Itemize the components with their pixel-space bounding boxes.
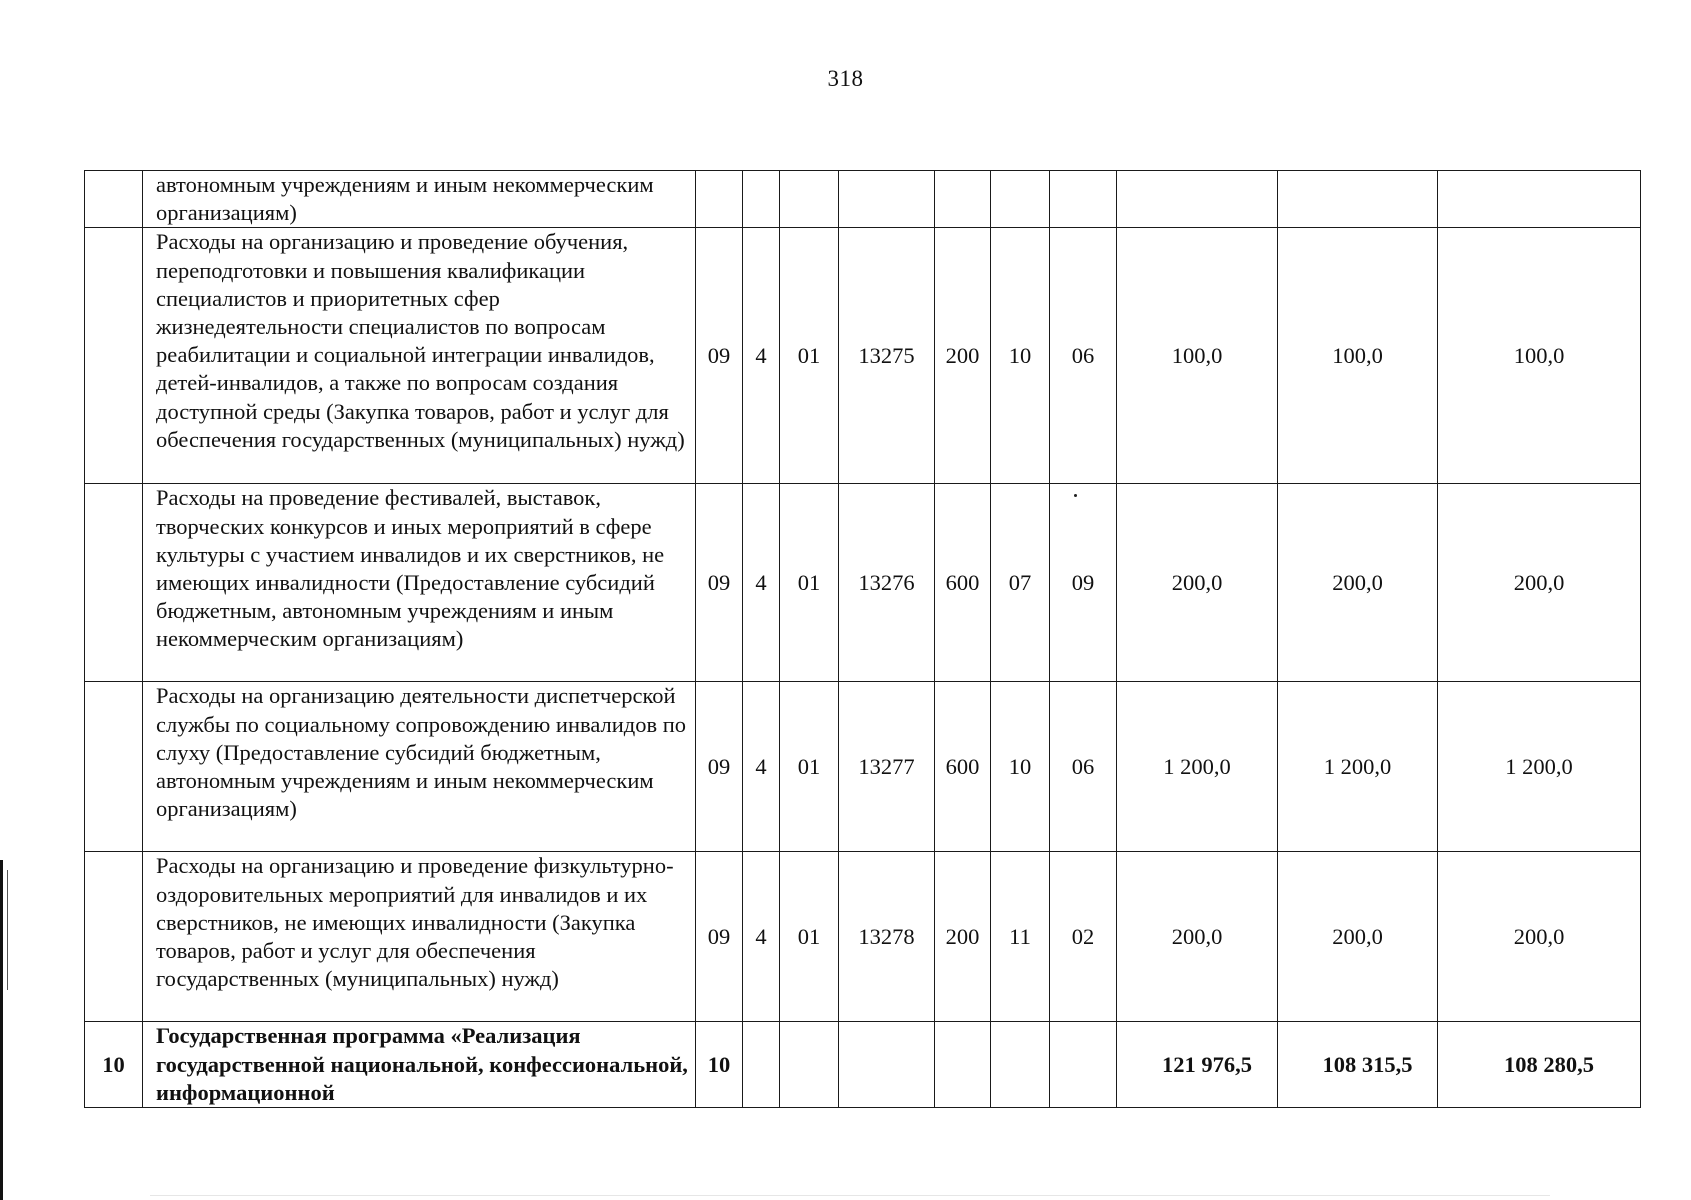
program-code-cell: 10 [696,1022,743,1108]
description-cell: автономным учреждениям и иным некоммерческим организациям) [143,171,696,228]
amount-year-2-cell [1278,171,1438,228]
amount-year-1-cell: 1 200,0 [1117,682,1278,852]
amount-year-2-cell: 200,0 [1278,852,1438,1022]
expense-type-cell: 600 [935,682,991,852]
direction-code-cell: 13278 [839,852,935,1022]
expense-type-cell [935,1022,991,1108]
section-code-cell: 07 [991,484,1050,682]
scan-edge-tick [7,870,8,990]
section-code-cell [991,1022,1050,1108]
budget-table [84,170,1641,1108]
description-cell: Расходы на организацию и проведение обучения, переподготовки и повышения квалификации специалистов и приоритетных сфер жизнедеятельности специалистов по вопросам реабилитации и социальной интеграции инвалидов, детей-инвалидов, а также по вопросам создания доступной среды (Закупка товаров, работ и услуг для обеспечения государственных (муниципальных) нужд) [143,228,696,484]
subsection-code-cell: 06 [1050,228,1117,484]
row-number-cell: 10 [85,1022,143,1108]
subprogram-code-cell [743,171,780,228]
subprogram-code-cell: 4 [743,228,780,484]
subprogram-code-cell: 4 [743,682,780,852]
program-code-cell: 09 [696,228,743,484]
scan-speck [1074,494,1077,497]
row-number-cell [85,228,143,484]
table-row [85,171,1641,228]
amount-year-2-cell: 200,0 [1278,484,1438,682]
amount-year-3-cell: 100,0 [1438,228,1641,484]
amount-year-1-cell: 121 976,5 [1117,1022,1278,1108]
section-code-cell [991,171,1050,228]
expense-type-cell: 600 [935,484,991,682]
amount-year-3-cell: 1 200,0 [1438,682,1641,852]
direction-code-cell [839,171,935,228]
description-cell: Расходы на организацию деятельности диспетчерской службы по социальному сопровождению инвалидов по слуху (Предоставление субсидий бюджетным, автономным учреждениям и иным некоммерческим организациям) [143,682,696,852]
table-row [85,484,1641,682]
row-number-cell [85,484,143,682]
row-number-cell [85,682,143,852]
main-event-code-cell: 01 [780,682,839,852]
table-row [85,682,1641,852]
program-code-cell: 09 [696,852,743,1022]
subsection-code-cell [1050,171,1117,228]
subsection-code-cell: 06 [1050,682,1117,852]
amount-year-3-cell: 200,0 [1438,852,1641,1022]
subprogram-code-cell [743,1022,780,1108]
row-number-cell [85,171,143,228]
program-code-cell [696,171,743,228]
table-row [85,852,1641,1022]
amount-year-1-cell: 200,0 [1117,484,1278,682]
direction-code-cell: 13277 [839,682,935,852]
description-cell: Расходы на организацию и проведение физкультурно-оздоровительных мероприятий для инвалидов и их сверстников, не имеющих инвалидности (Закупка товаров, работ и услуг для обеспечения государственных (муниципальных) нужд) [143,852,696,1022]
direction-code-cell: 13275 [839,228,935,484]
program-code-cell: 09 [696,484,743,682]
section-code-cell: 10 [991,682,1050,852]
scan-edge-mark [0,860,3,1200]
main-event-code-cell: 01 [780,484,839,682]
main-event-code-cell: 01 [780,852,839,1022]
main-event-code-cell [780,171,839,228]
description-cell: Государственная программа «Реализация государственной национальной, конфессиональной, информационной [143,1022,696,1108]
program-code-cell: 09 [696,682,743,852]
subprogram-code-cell: 4 [743,484,780,682]
expense-type-cell: 200 [935,852,991,1022]
subsection-code-cell: 02 [1050,852,1117,1022]
direction-code-cell [839,1022,935,1108]
amount-year-1-cell: 100,0 [1117,228,1278,484]
direction-code-cell: 13276 [839,484,935,682]
expense-type-cell [935,171,991,228]
amount-year-3-cell [1438,171,1641,228]
subsection-code-cell [1050,1022,1117,1108]
description-cell: Расходы на проведение фестивалей, выставок, творческих конкурсов и иных мероприятий в сфере культуры с участием инвалидов и их сверстников, не имеющих инвалидности (Предоставление субсидий бюджетным, автономным учреждениям и иным некоммерческим организациям) [143,484,696,682]
amount-year-3-cell: 200,0 [1438,484,1641,682]
amount-year-2-cell: 100,0 [1278,228,1438,484]
section-code-cell: 11 [991,852,1050,1022]
amount-year-2-cell: 108 315,5 [1278,1022,1438,1108]
main-event-code-cell [780,1022,839,1108]
amount-year-2-cell: 1 200,0 [1278,682,1438,852]
amount-year-3-cell: 108 280,5 [1438,1022,1641,1108]
amount-year-1-cell [1117,171,1278,228]
table-row-program-total [85,1022,1641,1108]
amount-year-1-cell: 200,0 [1117,852,1278,1022]
subprogram-code-cell: 4 [743,852,780,1022]
row-number-cell [85,852,143,1022]
subsection-code-cell: 09 [1050,484,1117,682]
expense-type-cell: 200 [935,228,991,484]
page-number: 318 [827,66,864,91]
scan-bottom-line [150,1195,1550,1196]
main-event-code-cell: 01 [780,228,839,484]
section-code-cell: 10 [991,228,1050,484]
table-row [85,228,1641,484]
